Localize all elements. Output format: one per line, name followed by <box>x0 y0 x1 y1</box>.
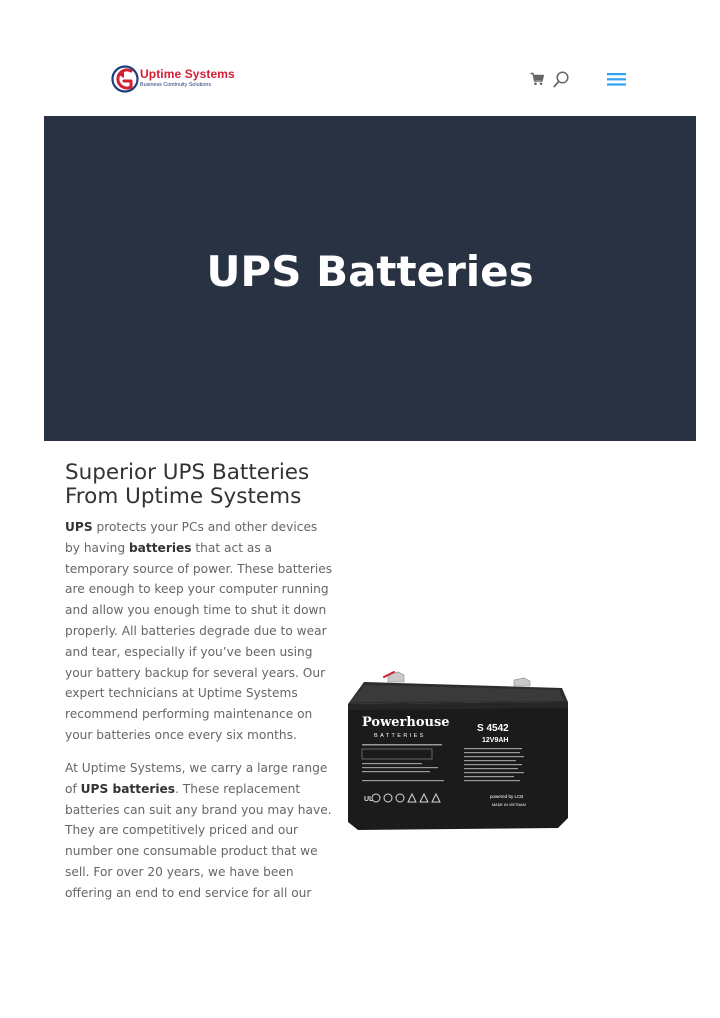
paragraph-text: . These replacement batteries can suit any brand you may have. They are competitively priced and our number one consumable product that we sell. For over 20 years, we have been offering an end to end service for all our <box>65 781 332 900</box>
bold-keyword-ups: UPS <box>65 520 93 534</box>
site-header <box>44 46 696 116</box>
hamburger-menu-icon[interactable] <box>607 71 626 87</box>
search-icon[interactable] <box>553 71 569 88</box>
body-paragraph-2 <box>65 758 333 904</box>
section-heading: Superior UPS Batteries From Uptime Systems <box>65 460 310 509</box>
shopping-cart-icon[interactable] <box>530 72 544 86</box>
bold-keyword-batteries: batteries <box>128 540 192 555</box>
svg-text:UL: UL <box>364 796 374 803</box>
bold-keyword-ups-batteries: UPS batteries <box>80 781 176 796</box>
site-logo[interactable] <box>110 62 240 96</box>
ups-battery-image <box>344 668 570 836</box>
battery-rating: 12V9AH <box>482 737 509 744</box>
battery-brand-sub: BATTERIES <box>374 733 426 739</box>
logo-name: Uptime Systems <box>140 67 235 81</box>
battery-powered-by: powered by LCB <box>490 794 524 799</box>
hero-banner <box>44 116 696 441</box>
paragraph-text: protects your PCs and other devices by having <box>65 520 318 555</box>
body-paragraph-1 <box>65 517 333 746</box>
logo-mark-icon <box>110 62 140 96</box>
battery-brand: Powerhouse <box>362 715 450 730</box>
battery-model: S 4542 <box>477 723 509 734</box>
battery-made-in: MADE IN VIETNAM <box>492 803 526 807</box>
logo-tagline: Business Continuity Solutions <box>140 82 212 88</box>
paragraph-text: that act as a temporary source of power. These batteries are enough to keep your computer running and allow you enough time to shut it down properly. All batteries degrade due to wear and tear, especially if you’ve been using your battery backup for several years. Our expert technicians at Uptime Systems recommend performing maintenance on your batteries once every six months. <box>65 540 333 742</box>
page-title: UPS Batteries <box>206 247 534 296</box>
paragraph-text: At Uptime Systems, we carry a large range of <box>65 761 328 796</box>
